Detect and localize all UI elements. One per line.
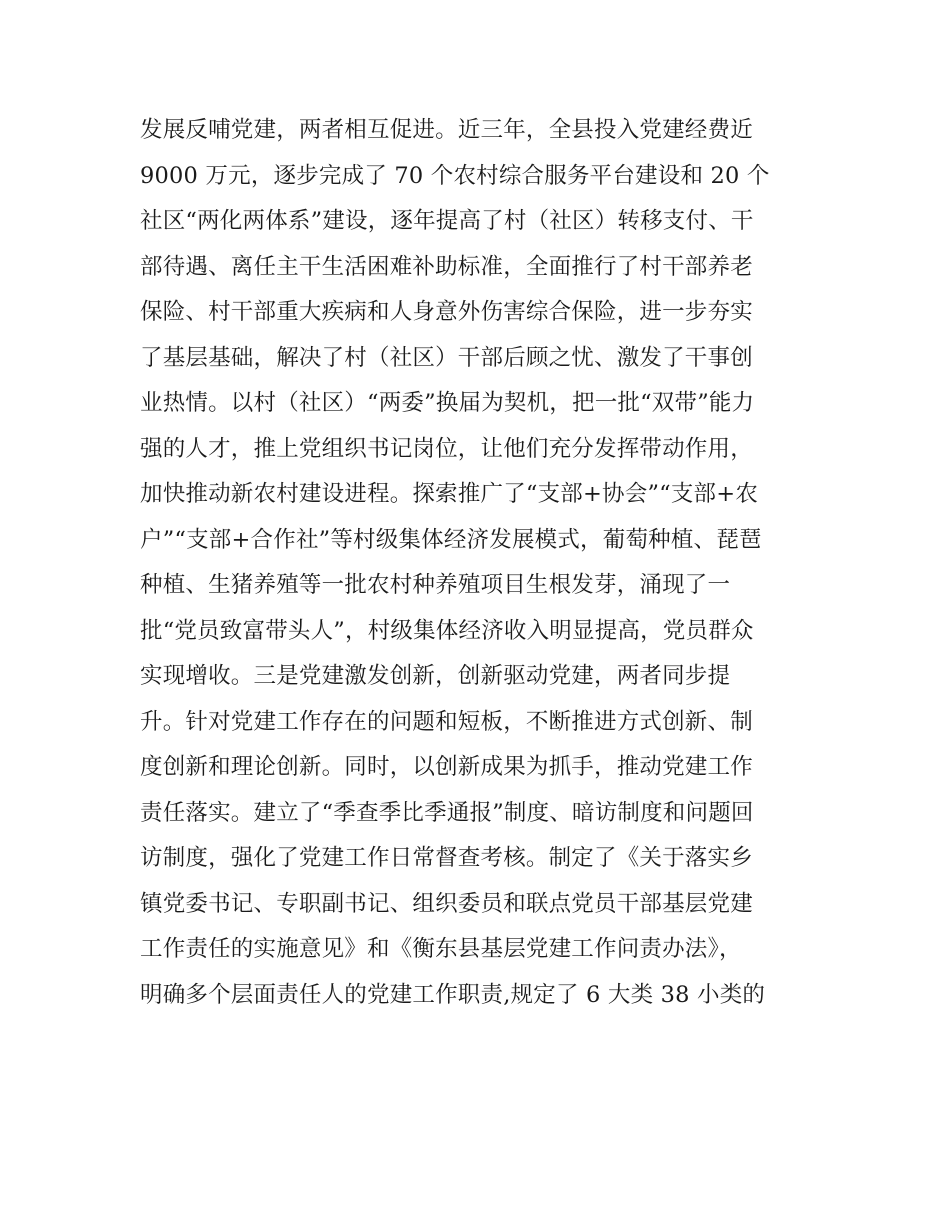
text-line: 镇党委书记、专职副书记、组织委员和联点党员干部基层党建 [140,890,753,917]
text-line: 发展反哺党建，两者相互促进。近三年，全县投入党建经费近 [140,117,753,143]
text-line: 责任落实。建立了“季查季比季通报”制度、暗访制度和问题回 [140,799,754,826]
text-line: 部待遇、离任主干生活困难补助标准，全面推行了村干部养老 [140,253,753,280]
text-line: 批“党员致富带头人”，村级集体经济收入明显提高，党员群众 [140,617,754,644]
text-line: 明确多个层面责任人的党建工作职责,规定了 6 大类 38 小类的 [140,981,766,1008]
text-line: 实现增收。三是党建激发创新，创新驱动党建，两者同步提 [140,663,731,689]
text-line: 户”“支部+合作社”等村级集体经济发展模式，葡萄种植、琵琶 [140,526,762,553]
text-line: 9000 万元，逐步完成了 70 个农村综合服务平台建设和 20 个 [140,162,770,189]
text-line: 工作责任的实施意见》和《衡东县基层党建工作问责办法》， [140,936,742,962]
text-line: 度创新和理论创新。同时，以创新成果为抓手，推动党建工作 [140,754,753,780]
text-line: 了基层基础，解决了村（社区）干部后顾之忧、激发了干事创 [140,344,753,371]
text-line: 种植、生猪养殖等一批农村种养殖项目生根发芽，涌现了一 [140,572,731,598]
text-line: 保险、村干部重大疾病和人身意外伤害综合保险，进一步夯实 [140,299,753,325]
text-line: 访制度，强化了党建工作日常督查考核。制定了《关于落实乡 [140,845,753,871]
text-line: 升。针对党建工作存在的问题和短板，不断推进方式创新、制 [140,708,753,735]
text-line: 加快推动新农村建设进程。探索推广了“支部+协会”“支部+农 [140,481,759,507]
text-line: 强的人才，推上党组织书记岗位，让他们充分发挥带动作用， [140,435,753,462]
body-text [140,108,820,1018]
text-line: 业热情。以村（社区）“两委”换届为契机，把一批“双带”能力 [140,390,755,416]
text-line: 社区“两化两体系”建设，逐年提高了村（社区）转移支付、干 [140,208,754,234]
